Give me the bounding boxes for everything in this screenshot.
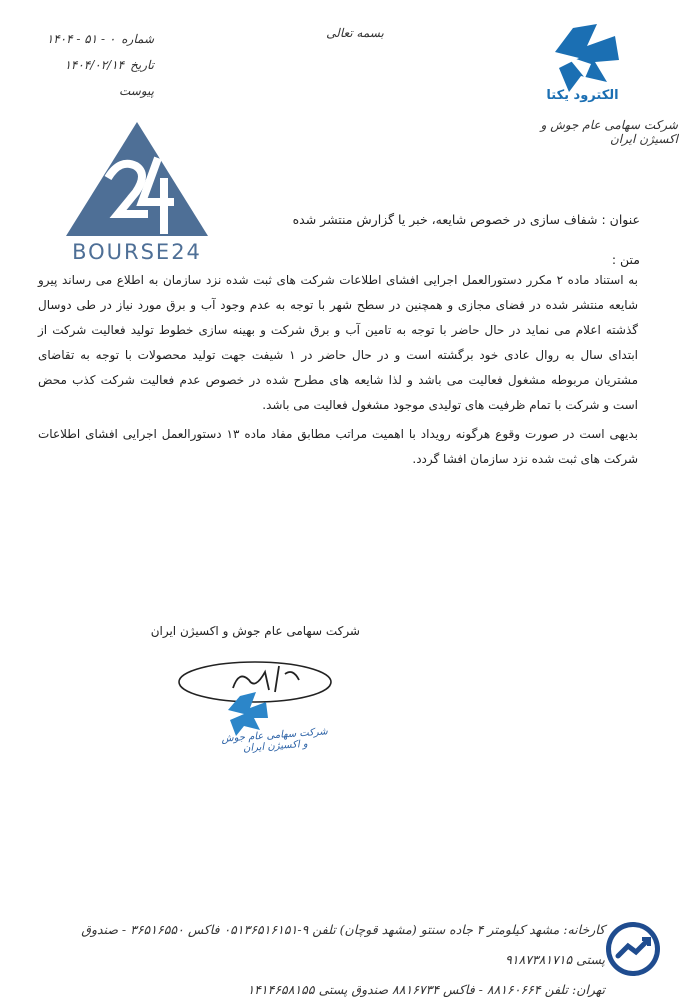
signatory-company: شرکت سهامی عام جوش و اکسیژن ایران: [150, 624, 360, 638]
date-value: ۱۴۰۴/۰۲/۱۴: [64, 58, 125, 72]
body-paragraph: به استناد ماده ۲ مکرر دستورالعمل اجرایی افشای اطلاعات شرکت های ثبت شده نزد سازمان به اطلاع می رساند پیرو شایعه منتشر شده در فضای مجازی و همچنین در سطح شهر با توجه به عدم وجود آب و برق مورد نیاز در طی دوسال گذشته اعلام می نماید در حال حاضر با توجه به تامین آب و برق شرکت و بهینه سازی خطوط تولید فعالیت شرکت از ابتدای سال به روال عادی خود برگشته است و در حال حاضر در ۱ شیفت جهت تولید محصولات با توجه به تقاضای مشتریان مربوطه مشغول فعالیت می باشد و لذا شایعه های مطرح شده در خصوص عدم فعالیت شرکت کذب محض است و شرکت با تمام ظرفیت های تولیدی موجود مشغول فعالیت می باشد.: [38, 273, 639, 412]
subject-text: شفاف سازی در خصوص شایعه، خبر یا گزارش منتشر شده: [292, 212, 598, 227]
subject-label: عنوان :: [601, 212, 640, 227]
logo-brand-text: الکترود یکتا: [546, 88, 619, 103]
date-label: تاریخ: [130, 58, 154, 72]
factory-address: کارخانه: مشهد کیلومتر ۴ جاده سنتو (مشهد قوچان) تلفن ۹-۰۵۱۳۶۵۱۶۱۵۱ فاکس ۳۶۵۱۶۵۵۰ - صندوق پستی ۹۱۸۷۳۸۱۷۱۵: [81, 922, 605, 967]
letter-body: [38, 268, 638, 476]
date-row: [24, 52, 154, 78]
body-paragraph: بدیهی است در صورت وقوع هرگونه رویداد با اهمیت مراتب مطابق مفاد ماده ۱۳ دستورالعمل اجرایی افشای اطلاعات شرکت های ثبت شده نزد سازمان افشا گردد.: [38, 427, 639, 466]
chart-badge-icon: [604, 920, 662, 978]
number-label: شماره: [121, 32, 154, 46]
letter-meta: [24, 26, 154, 104]
watermark-text: BOURSE24: [72, 240, 202, 264]
tehran-address: تهران: تلفن ۸۸۱۶۰۶۶۴ - فاکس ۸۸۱۶۷۳۴ صندوق پستی ۱۴۱۴۶۵۸۱۵۵: [247, 982, 605, 997]
letter-subject: [240, 212, 640, 227]
company-name-line: شرکت سهامی عام جوش و اکسیژن ایران: [540, 118, 678, 146]
attachment-row: [24, 78, 154, 104]
stamp-text: شرکت سهامی عام جوش و اکسیژن ایران: [221, 726, 329, 755]
besme: بسمه تعالی: [326, 26, 384, 40]
number-value: ۱۴۰۴ - ۵۱ - ۰: [46, 32, 116, 46]
letter-footer: [75, 915, 605, 1005]
body-label: متن :: [611, 252, 640, 267]
attachment-label: پیوست: [119, 84, 154, 98]
number-row: [24, 26, 154, 52]
